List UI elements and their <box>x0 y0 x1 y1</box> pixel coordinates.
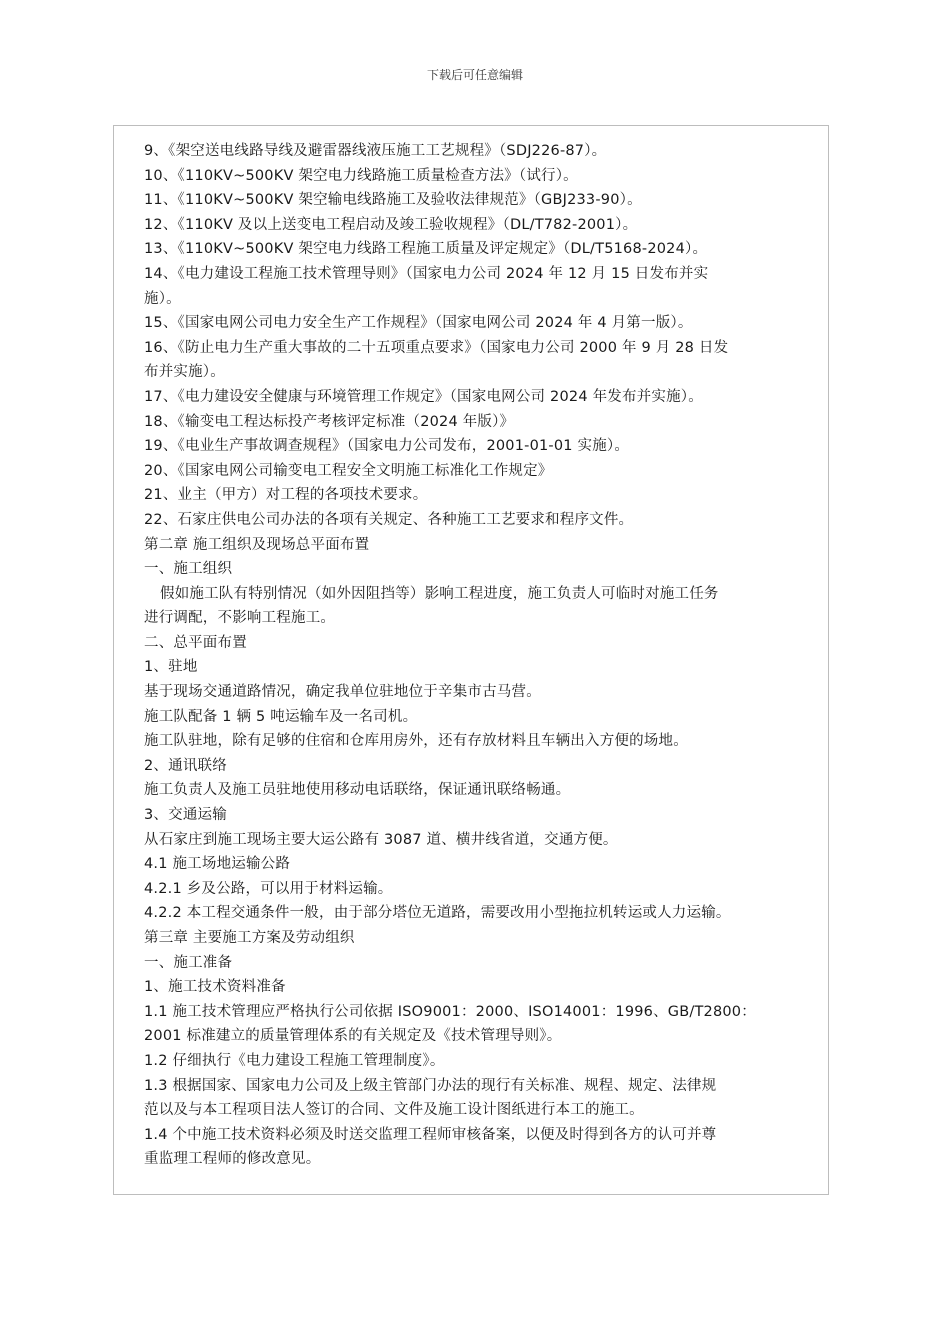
subsection-heading: 1、施工技术资料准备 <box>144 979 286 996</box>
section-heading: 二、总平面布置 <box>144 634 247 651</box>
text-line: 12、《110KV 及以上送变电工程启动及竣工验收规程》（DL/T782-2001）。 <box>144 216 638 233</box>
subsection-heading: 3、交通运输 <box>144 807 227 824</box>
paragraph-line: 1.4 个中施工技术资料必须及时送交监理工程师审核备案，以便及时得到各方的认可并尊 <box>144 1126 717 1143</box>
paragraph-line: 2001 标准建立的质量管理体系的有关规定及《技术管理导则》。 <box>144 1028 562 1045</box>
paragraph-line: 范以及与本工程项目法人签订的合同、文件及施工设计图纸进行本工的施工。 <box>144 1102 644 1119</box>
text-line: 19、《电业生产事故调查规程》（国家电力公司发布，2001-01-01 实施）。 <box>144 438 630 455</box>
document-text-body <box>144 139 806 1172</box>
paragraph-line: 施工队驻地，除有足够的住宿和仓库用房外，还有存放材料且车辆出入方便的场地。 <box>144 733 688 750</box>
text-line: 17、《电力建设安全健康与环境管理工作规定》（国家电网公司 2024 年发布并实施）。 <box>144 388 703 405</box>
paragraph-line: 1.3 根据国家、国家电力公司及上级主管部门办法的现行有关标准、规程、规定、法律规 <box>144 1077 717 1094</box>
paragraph-line: 从石家庄到施工现场主要大运公路有 3087 道、横井线省道，交通方便。 <box>144 831 618 848</box>
text-line: 9、《架空送电线路导线及避雷器线液压施工工艺规程》（SDJ226-87）。 <box>144 143 607 159</box>
section-heading: 一、施工准备 <box>144 954 233 971</box>
text-line: 14、《电力建设工程施工技术管理导则》（国家电力公司 2024 年 12 月 15 日发布并实 <box>144 265 709 282</box>
paragraph-line: 进行调配，不影响工程施工。 <box>144 610 336 627</box>
section-heading: 一、施工组织 <box>144 561 233 578</box>
paragraph-line: 施工队配备 1 辆 5 吨运输车及一名司机。 <box>144 708 418 725</box>
text-line: 18、《输变电工程达标投产考核评定标准（2024 年版）》 <box>144 413 515 430</box>
paragraph-line: 4.2.1 乡及公路，可以用于材料运输。 <box>144 880 393 897</box>
page-header: 下载后可任意编辑 <box>426 68 523 82</box>
text-line: 22、石家庄供电公司办法的各项有关规定、各种施工工艺要求和程序文件。 <box>144 511 634 528</box>
paragraph-line: 基于现场交通道路情况，确定我单位驻地位于辛集市古马营。 <box>144 684 541 701</box>
paragraph-line: 4.1 施工场地运输公路 <box>144 856 291 873</box>
chapter-heading: 第三章 主要施工方案及劳动组织 <box>144 930 355 946</box>
document-content-box <box>113 125 829 1195</box>
paragraph-line: 1.2 仔细执行《电力建设工程施工管理制度》。 <box>144 1052 445 1069</box>
subsection-heading: 2、通讯联络 <box>144 757 227 774</box>
paragraph-line: 重监理工程师的修改意见。 <box>144 1151 321 1168</box>
text-line: 10、《110KV~500KV 架空电力线路施工质量检查方法》（试行）。 <box>144 167 578 184</box>
text-line: 16、《防止电力生产重大事故的二十五项重点要求》（国家电力公司 2000 年 9 月 28 日发 <box>144 339 729 356</box>
text-line: 13、《110KV~500KV 架空电力线路工程施工质量及评定规定》（DL/T5168-2024）。 <box>144 241 708 258</box>
paragraph-line: 假如施工队有特别情况（如外因阻挡等）影响工程进度，施工负责人可临时对施工任务 <box>160 585 719 602</box>
paragraph-line: 1.1 施工技术管理应严格执行公司依据 ISO9001：2000、ISO14001：1996、GB/T2800： <box>144 1003 756 1020</box>
text-line: 20、《国家电网公司输变电工程安全文明施工标准化工作规定》 <box>144 462 553 479</box>
text-line: 施）。 <box>144 290 181 307</box>
text-line: 21、业主（甲方）对工程的各项技术要求。 <box>144 487 428 504</box>
text-line: 11、《110KV~500KV 架空输电线路施工及验收法律规范》（GBJ233-90）。 <box>144 192 642 209</box>
chapter-heading: 第二章 施工组织及现场总平面布置 <box>144 536 370 553</box>
subsection-heading: 1、驻地 <box>144 659 198 676</box>
paragraph-line: 施工负责人及施工员驻地使用移动电话联络，保证通讯联络畅通。 <box>144 782 571 799</box>
text-line: 布并实施）。 <box>144 364 225 381</box>
text-line: 15、《国家电网公司电力安全生产工作规程》（国家电网公司 2024 年 4 月第一版）。 <box>144 315 693 332</box>
paragraph-line: 4.2.2 本工程交通条件一般，由于部分塔位无道路，需要改用小型拖拉机转运或人力运输。 <box>144 905 731 922</box>
